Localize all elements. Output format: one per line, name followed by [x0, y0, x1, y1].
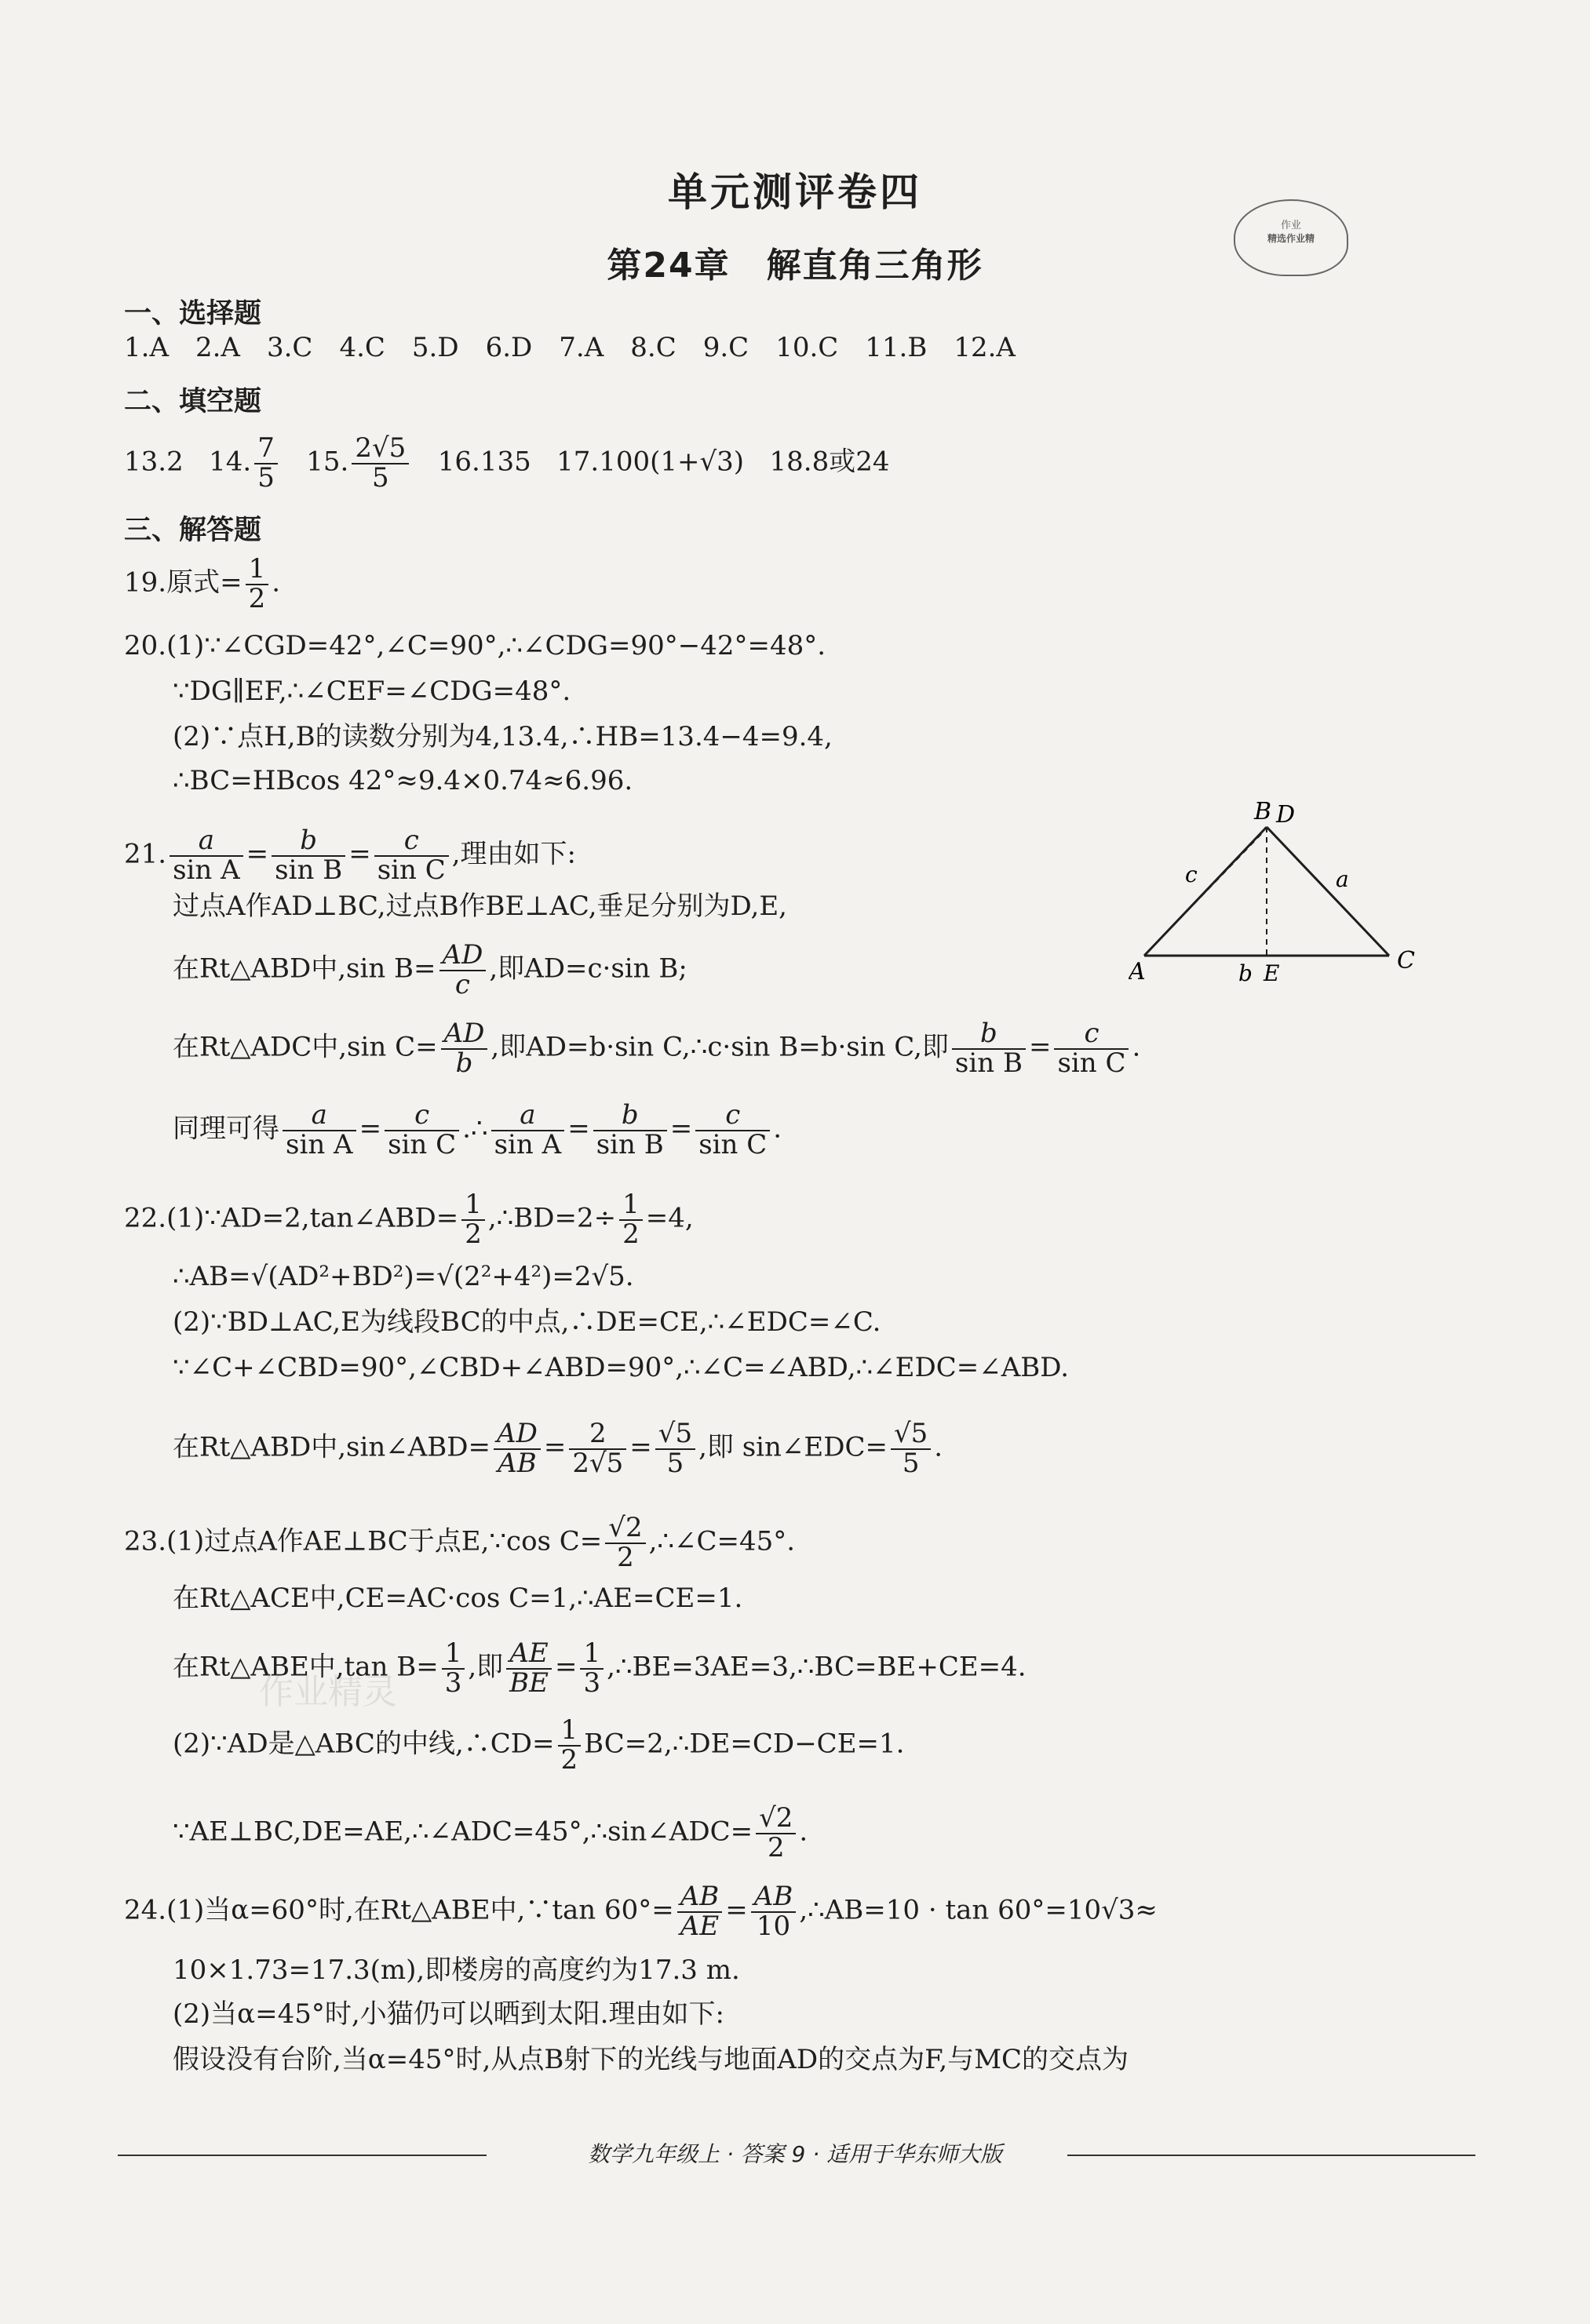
footer-rule-right [1067, 2155, 1475, 2156]
q24-line2: 10×1.73=17.3(m),即楼房的高度约为17.3 m. [173, 1954, 740, 1986]
page-footer: 数学九年级上 · 答案 9 · 适用于华东师大版 [587, 2141, 1003, 2167]
section-fill: 二、填空题 [124, 386, 262, 417]
q21-line2: 过点A作AD⊥BC,过点B作BE⊥AC,垂足分别为D,E, [173, 891, 787, 922]
q21-line5: 同理可得 $\frac{a}{\text{sin A}}$ = $\frac{c}{\text{sin C}}$ .∴ $\frac{a}{\text{sin A}}$ = $\frac{b}{\text{sin B}}$ = $\frac{c}{\text{sin C}}$ . [173, 1099, 782, 1160]
q21-line4: 在Rt△ADC中,sin C= $\frac{AD}{b}$ ,即AD=b·sin C,∴c·sin B=b·sin C,即 $\frac{b}{\text{sin B}}$ = $\frac{c}{\text{sin C}}$ . [173, 1018, 1141, 1079]
q20-line2: ∵DG∥EF,∴∠CEF=∠CDG=48°. [173, 676, 571, 707]
q21-line1: 21. $\frac{a}{\text{sin A}}$ = $\frac{b}{\text{sin B}}$ = $\frac{c}{\text{sin C}}$ ,理由如下: [124, 825, 576, 886]
q20-line3: (2)∵点H,B的读数分别为4,13.4,∴HB=13.4−4=9.4, [173, 721, 833, 752]
q20-line4: ∴BC=HBcos 42°≈9.4×0.74≈6.96. [173, 765, 633, 796]
q24-line3: (2)当α=45°时,小猫仍可以晒到太阳.理由如下: [173, 1998, 724, 2030]
label-a: a [1336, 866, 1349, 892]
label-A: A [1129, 958, 1146, 985]
watermark: 作业精灵 [259, 1672, 397, 1712]
fill-answers: 13.2 14. $\frac{7}{5}$ 15. $\frac{2√5}{5}$ 16.135 17.100(1+√3) 18.8或24 [124, 432, 890, 494]
altitude-ad [1144, 833, 1262, 956]
q22-line1: 22.(1)∵AD=2,tan∠ABD= $\frac{1}{2}$ ,∴BD=2÷ $\frac{1}{2}$ =4, [124, 1189, 694, 1250]
q19: 19.原式= $\frac{1}{2}$ . [124, 553, 281, 614]
q22-line4: ∵∠C+∠CBD=90°,∠CBD+∠ABD=90°,∴∠C=∠ABD,∴∠EDC=∠ABD. [173, 1352, 1070, 1383]
q22-line5: 在Rt△ABD中,sin∠ABD= $\frac{AD}{AB}$ = $\frac{2}{2√5}$ = $\frac{√5}{5}$ ,即 sin∠EDC= $\frac{√5}{5}$ . [173, 1418, 943, 1479]
q20-line1: 20.(1)∵∠CGD=42°,∠C=90°,∴∠CDG=90°−42°=48°. [124, 630, 826, 661]
section-choice: 一、选择题 [124, 298, 262, 330]
q23-line5: ∵AE⊥BC,DE=AE,∴∠ADC=45°,∴sin∠ADC= $\frac{√2}{2}$ . [173, 1802, 808, 1863]
label-c: c [1185, 861, 1198, 887]
q23-line1: 23.(1)过点A作AE⊥BC于点E,∵cos C= $\frac{√2}{2}$ ,∴∠C=45°. [124, 1512, 796, 1573]
side-ab [1144, 827, 1267, 956]
side-bc [1267, 827, 1389, 956]
label-B: B [1254, 799, 1272, 825]
label-C: C [1397, 947, 1415, 974]
label-b: b [1238, 960, 1253, 986]
q23-line2: 在Rt△ACE中,CE=AC·cos C=1,∴AE=CE=1. [173, 1583, 743, 1614]
q24-line1: 24.(1)当α=60°时,在Rt△ABE中,∵tan 60°= $\frac{AB}{AE}$ = $\frac{AB}{10}$ ,∴AB=10 · tan 60°=10√3≈ [124, 1881, 1158, 1942]
q23-line3: 在Rt△ABE中,tan B= $\frac{1}{3}$ ,即 $\frac{AE}{BE}$ = $\frac{1}{3}$ ,∴BE=3AE=3,∴BC=BE+CE=4. [173, 1637, 1027, 1699]
label-E: E [1264, 960, 1280, 986]
q21-line3: 在Rt△ABD中,sin B= $\frac{AD}{c}$ ,即AD=c·sin B; [173, 939, 687, 1000]
q22-line2: ∴AB=√(AD²+BD²)=√(2²+4²)=2√5. [173, 1261, 634, 1292]
choice-answers: 1.A 2.A 3.C 4.C 5.D 6.D 7.A 8.C 9.C 10.C 11.B 12.A [124, 332, 1016, 363]
q24-line4: 假设没有台阶,当α=45°时,从点B射下的光线与地面AD的交点为F,与MC的交点为 [173, 2044, 1129, 2075]
stamp-logo: 作业 精选作业精 [1234, 199, 1348, 276]
page-title: 单元测评卷四 [668, 169, 922, 215]
label-D: D [1276, 801, 1296, 829]
q22-line3: (2)∵BD⊥AC,E为线段BC的中点,∴DE=CE,∴∠EDC=∠C. [173, 1306, 881, 1338]
triangle-figure [1129, 799, 1427, 987]
q23-line4: (2)∵AD是△ABC的中线,∴CD= $\frac{1}{2}$ BC=2,∴DE=CD−CE=1. [173, 1714, 905, 1776]
section-solve: 三、解答题 [124, 515, 262, 546]
chapter-title: 第24章 解直角三角形 [607, 246, 983, 286]
